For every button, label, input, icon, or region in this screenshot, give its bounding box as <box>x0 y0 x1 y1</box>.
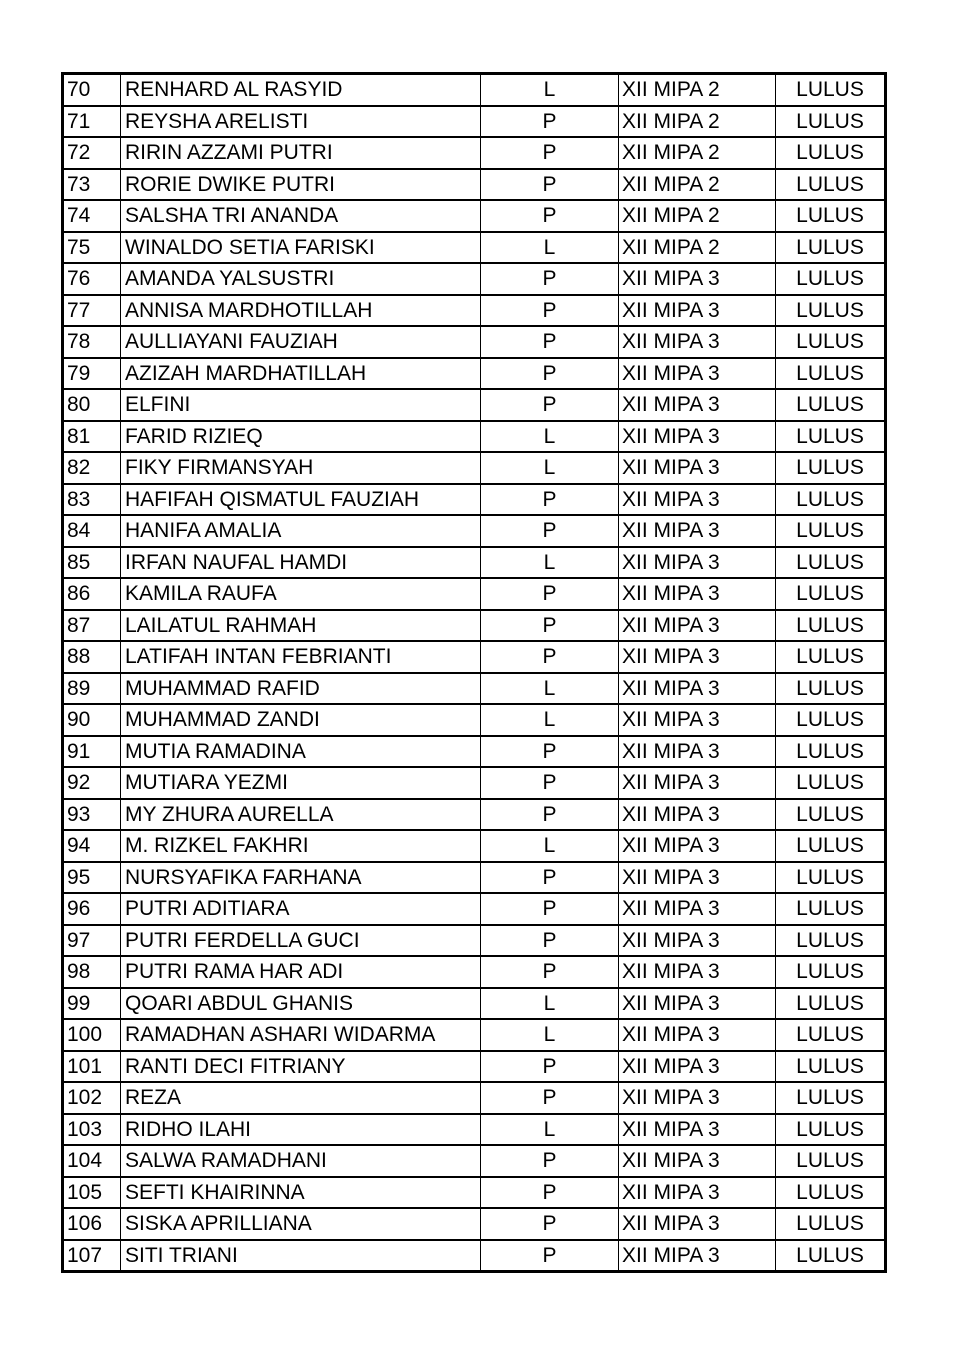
row-number-cell: 94 <box>63 830 121 862</box>
gender-cell: P <box>481 1051 619 1083</box>
class-cell: XII MIPA 3 <box>619 263 776 295</box>
student-name-cell: RENHARD AL RASYID <box>121 74 481 106</box>
gender-cell: P <box>481 578 619 610</box>
table-row <box>63 421 886 453</box>
row-number-cell: 78 <box>63 326 121 358</box>
class-cell: XII MIPA 3 <box>619 1051 776 1083</box>
row-number-cell: 75 <box>63 232 121 264</box>
student-name-cell: SISKA APRILLIANA <box>121 1208 481 1240</box>
student-name-cell: PUTRI RAMA HAR ADI <box>121 956 481 988</box>
row-number-cell: 79 <box>63 358 121 390</box>
student-name-cell: MUTIA RAMADINA <box>121 736 481 768</box>
status-cell: LULUS <box>776 74 886 106</box>
row-number-cell: 90 <box>63 704 121 736</box>
row-number-cell: 95 <box>63 862 121 894</box>
table-row <box>63 358 886 390</box>
class-cell: XII MIPA 3 <box>619 484 776 516</box>
table-row <box>63 106 886 138</box>
status-cell: LULUS <box>776 925 886 957</box>
table-row <box>63 326 886 358</box>
student-name-cell: RORIE DWIKE PUTRI <box>121 169 481 201</box>
class-cell: XII MIPA 3 <box>619 389 776 421</box>
class-cell: XII MIPA 3 <box>619 578 776 610</box>
gender-cell: L <box>481 547 619 579</box>
status-cell: LULUS <box>776 106 886 138</box>
gender-cell: P <box>481 736 619 768</box>
gender-cell: P <box>481 862 619 894</box>
row-number-cell: 71 <box>63 106 121 138</box>
gender-cell: P <box>481 515 619 547</box>
class-cell: XII MIPA 2 <box>619 137 776 169</box>
status-cell: LULUS <box>776 200 886 232</box>
table-row <box>63 74 886 106</box>
class-cell: XII MIPA 3 <box>619 295 776 327</box>
student-name-cell: MY ZHURA AURELLA <box>121 799 481 831</box>
row-number-cell: 101 <box>63 1051 121 1083</box>
row-number-cell: 86 <box>63 578 121 610</box>
gender-cell: L <box>481 421 619 453</box>
row-number-cell: 83 <box>63 484 121 516</box>
class-cell: XII MIPA 3 <box>619 799 776 831</box>
class-cell: XII MIPA 2 <box>619 106 776 138</box>
student-name-cell: MUHAMMAD RAFID <box>121 673 481 705</box>
row-number-cell: 82 <box>63 452 121 484</box>
row-number-cell: 105 <box>63 1177 121 1209</box>
table-row <box>63 862 886 894</box>
gender-cell: P <box>481 925 619 957</box>
class-cell: XII MIPA 2 <box>619 232 776 264</box>
gender-cell: L <box>481 452 619 484</box>
gender-cell: P <box>481 1208 619 1240</box>
table-row <box>63 830 886 862</box>
gender-cell: P <box>481 799 619 831</box>
table-row <box>63 515 886 547</box>
class-cell: XII MIPA 3 <box>619 547 776 579</box>
row-number-cell: 99 <box>63 988 121 1020</box>
row-number-cell: 70 <box>63 74 121 106</box>
class-cell: XII MIPA 3 <box>619 862 776 894</box>
student-name-cell: SITI TRIANI <box>121 1240 481 1272</box>
class-cell: XII MIPA 3 <box>619 704 776 736</box>
status-cell: LULUS <box>776 326 886 358</box>
table-row <box>63 893 886 925</box>
student-name-cell: WINALDO SETIA FARISKI <box>121 232 481 264</box>
gender-cell: P <box>481 263 619 295</box>
student-name-cell: REZA <box>121 1082 481 1114</box>
class-cell: XII MIPA 3 <box>619 421 776 453</box>
row-number-cell: 96 <box>63 893 121 925</box>
class-cell: XII MIPA 3 <box>619 610 776 642</box>
row-number-cell: 87 <box>63 610 121 642</box>
student-name-cell: SEFTI KHAIRINNA <box>121 1177 481 1209</box>
status-cell: LULUS <box>776 988 886 1020</box>
class-cell: XII MIPA 3 <box>619 358 776 390</box>
student-name-cell: RANTI DECI FITRIANY <box>121 1051 481 1083</box>
student-name-cell: ANNISA MARDHOTILLAH <box>121 295 481 327</box>
gender-cell: P <box>481 1177 619 1209</box>
gender-cell: L <box>481 232 619 264</box>
class-cell: XII MIPA 3 <box>619 641 776 673</box>
class-cell: XII MIPA 3 <box>619 767 776 799</box>
status-cell: LULUS <box>776 862 886 894</box>
student-name-cell: M. RIZKEL FAKHRI <box>121 830 481 862</box>
table-row <box>63 263 886 295</box>
class-cell: XII MIPA 3 <box>619 736 776 768</box>
class-cell: XII MIPA 3 <box>619 1114 776 1146</box>
gender-cell: P <box>481 893 619 925</box>
table-row <box>63 232 886 264</box>
student-name-cell: RIDHO ILAHI <box>121 1114 481 1146</box>
row-number-cell: 81 <box>63 421 121 453</box>
student-name-cell: RIRIN AZZAMI PUTRI <box>121 137 481 169</box>
student-name-cell: LAILATUL RAHMAH <box>121 610 481 642</box>
row-number-cell: 100 <box>63 1019 121 1051</box>
table-row <box>63 988 886 1020</box>
gender-cell: L <box>481 830 619 862</box>
student-name-cell: SALSHA TRI ANANDA <box>121 200 481 232</box>
table-row <box>63 1082 886 1114</box>
table-row <box>63 673 886 705</box>
row-number-cell: 84 <box>63 515 121 547</box>
table-row <box>63 610 886 642</box>
class-cell: XII MIPA 3 <box>619 1019 776 1051</box>
status-cell: LULUS <box>776 484 886 516</box>
status-cell: LULUS <box>776 389 886 421</box>
table-row <box>63 767 886 799</box>
status-cell: LULUS <box>776 578 886 610</box>
status-cell: LULUS <box>776 232 886 264</box>
class-cell: XII MIPA 2 <box>619 200 776 232</box>
class-cell: XII MIPA 3 <box>619 452 776 484</box>
status-cell: LULUS <box>776 704 886 736</box>
class-cell: XII MIPA 2 <box>619 169 776 201</box>
status-cell: LULUS <box>776 830 886 862</box>
status-cell: LULUS <box>776 736 886 768</box>
gender-cell: P <box>481 106 619 138</box>
table-row <box>63 200 886 232</box>
table-row <box>63 1208 886 1240</box>
status-cell: LULUS <box>776 295 886 327</box>
status-cell: LULUS <box>776 358 886 390</box>
gender-cell: P <box>481 1240 619 1272</box>
class-cell: XII MIPA 3 <box>619 1240 776 1272</box>
class-cell: XII MIPA 3 <box>619 1208 776 1240</box>
gender-cell: P <box>481 137 619 169</box>
student-name-cell: IRFAN NAUFAL HAMDI <box>121 547 481 579</box>
student-name-cell: FARID RIZIEQ <box>121 421 481 453</box>
status-cell: LULUS <box>776 169 886 201</box>
row-number-cell: 102 <box>63 1082 121 1114</box>
student-name-cell: MUHAMMAD ZANDI <box>121 704 481 736</box>
table-row <box>63 1114 886 1146</box>
table-row <box>63 956 886 988</box>
student-name-cell: KAMILA RAUFA <box>121 578 481 610</box>
class-cell: XII MIPA 3 <box>619 925 776 957</box>
status-cell: LULUS <box>776 956 886 988</box>
table-row <box>63 547 886 579</box>
table-row <box>63 1051 886 1083</box>
graduation-roster-sheet <box>61 72 887 1273</box>
class-cell: XII MIPA 3 <box>619 673 776 705</box>
table-row <box>63 484 886 516</box>
student-name-cell: SALWA RAMADHANI <box>121 1145 481 1177</box>
student-name-cell: MUTIARA YEZMI <box>121 767 481 799</box>
class-cell: XII MIPA 3 <box>619 1177 776 1209</box>
status-cell: LULUS <box>776 1019 886 1051</box>
status-cell: LULUS <box>776 1114 886 1146</box>
student-name-cell: QOARI ABDUL GHANIS <box>121 988 481 1020</box>
status-cell: LULUS <box>776 137 886 169</box>
gender-cell: P <box>481 389 619 421</box>
student-name-cell: FIKY FIRMANSYAH <box>121 452 481 484</box>
gender-cell: L <box>481 704 619 736</box>
class-cell: XII MIPA 3 <box>619 893 776 925</box>
status-cell: LULUS <box>776 452 886 484</box>
status-cell: LULUS <box>776 1082 886 1114</box>
gender-cell: P <box>481 326 619 358</box>
table-row <box>63 925 886 957</box>
class-cell: XII MIPA 3 <box>619 1082 776 1114</box>
gender-cell: L <box>481 988 619 1020</box>
student-name-cell: REYSHA ARELISTI <box>121 106 481 138</box>
table-row <box>63 169 886 201</box>
row-number-cell: 77 <box>63 295 121 327</box>
class-cell: XII MIPA 3 <box>619 956 776 988</box>
row-number-cell: 76 <box>63 263 121 295</box>
row-number-cell: 85 <box>63 547 121 579</box>
gender-cell: L <box>481 1114 619 1146</box>
status-cell: LULUS <box>776 421 886 453</box>
row-number-cell: 72 <box>63 137 121 169</box>
status-cell: LULUS <box>776 1240 886 1272</box>
row-number-cell: 106 <box>63 1208 121 1240</box>
gender-cell: P <box>481 1145 619 1177</box>
status-cell: LULUS <box>776 515 886 547</box>
table-row <box>63 452 886 484</box>
status-cell: LULUS <box>776 547 886 579</box>
status-cell: LULUS <box>776 1177 886 1209</box>
gender-cell: L <box>481 74 619 106</box>
class-cell: XII MIPA 2 <box>619 74 776 106</box>
student-name-cell: AULLIAYANI FAUZIAH <box>121 326 481 358</box>
gender-cell: P <box>481 484 619 516</box>
row-number-cell: 74 <box>63 200 121 232</box>
status-cell: LULUS <box>776 1208 886 1240</box>
student-name-cell: AMANDA YALSUSTRI <box>121 263 481 295</box>
student-name-cell: PUTRI FERDELLA GUCI <box>121 925 481 957</box>
status-cell: LULUS <box>776 1145 886 1177</box>
row-number-cell: 92 <box>63 767 121 799</box>
table-row <box>63 704 886 736</box>
class-cell: XII MIPA 3 <box>619 830 776 862</box>
row-number-cell: 73 <box>63 169 121 201</box>
gender-cell: P <box>481 767 619 799</box>
student-name-cell: PUTRI ADITIARA <box>121 893 481 925</box>
student-name-cell: HAFIFAH QISMATUL FAUZIAH <box>121 484 481 516</box>
gender-cell: P <box>481 169 619 201</box>
status-cell: LULUS <box>776 610 886 642</box>
gender-cell: P <box>481 200 619 232</box>
status-cell: LULUS <box>776 263 886 295</box>
row-number-cell: 104 <box>63 1145 121 1177</box>
table-row <box>63 1240 886 1272</box>
student-name-cell: HANIFA AMALIA <box>121 515 481 547</box>
status-cell: LULUS <box>776 767 886 799</box>
class-cell: XII MIPA 3 <box>619 326 776 358</box>
row-number-cell: 97 <box>63 925 121 957</box>
class-cell: XII MIPA 3 <box>619 1145 776 1177</box>
gender-cell: P <box>481 295 619 327</box>
status-cell: LULUS <box>776 799 886 831</box>
gender-cell: P <box>481 358 619 390</box>
row-number-cell: 89 <box>63 673 121 705</box>
row-number-cell: 103 <box>63 1114 121 1146</box>
table-row <box>63 736 886 768</box>
status-cell: LULUS <box>776 641 886 673</box>
row-number-cell: 98 <box>63 956 121 988</box>
table-row <box>63 1177 886 1209</box>
gender-cell: P <box>481 610 619 642</box>
gender-cell: P <box>481 641 619 673</box>
gender-cell: L <box>481 673 619 705</box>
roster-table-body <box>63 74 886 1272</box>
table-row <box>63 137 886 169</box>
table-row <box>63 578 886 610</box>
table-row <box>63 1019 886 1051</box>
status-cell: LULUS <box>776 673 886 705</box>
student-name-cell: NURSYAFIKA FARHANA <box>121 862 481 894</box>
gender-cell: L <box>481 1019 619 1051</box>
student-name-cell: RAMADHAN ASHARI WIDARMA <box>121 1019 481 1051</box>
graduation-roster-table <box>61 72 887 1273</box>
class-cell: XII MIPA 3 <box>619 515 776 547</box>
gender-cell: P <box>481 956 619 988</box>
table-row <box>63 295 886 327</box>
class-cell: XII MIPA 3 <box>619 988 776 1020</box>
status-cell: LULUS <box>776 893 886 925</box>
table-row <box>63 641 886 673</box>
table-row <box>63 389 886 421</box>
row-number-cell: 91 <box>63 736 121 768</box>
row-number-cell: 93 <box>63 799 121 831</box>
table-row <box>63 799 886 831</box>
student-name-cell: LATIFAH INTAN FEBRIANTI <box>121 641 481 673</box>
student-name-cell: ELFINI <box>121 389 481 421</box>
row-number-cell: 88 <box>63 641 121 673</box>
status-cell: LULUS <box>776 1051 886 1083</box>
gender-cell: P <box>481 1082 619 1114</box>
table-row <box>63 1145 886 1177</box>
row-number-cell: 107 <box>63 1240 121 1272</box>
student-name-cell: AZIZAH MARDHATILLAH <box>121 358 481 390</box>
row-number-cell: 80 <box>63 389 121 421</box>
